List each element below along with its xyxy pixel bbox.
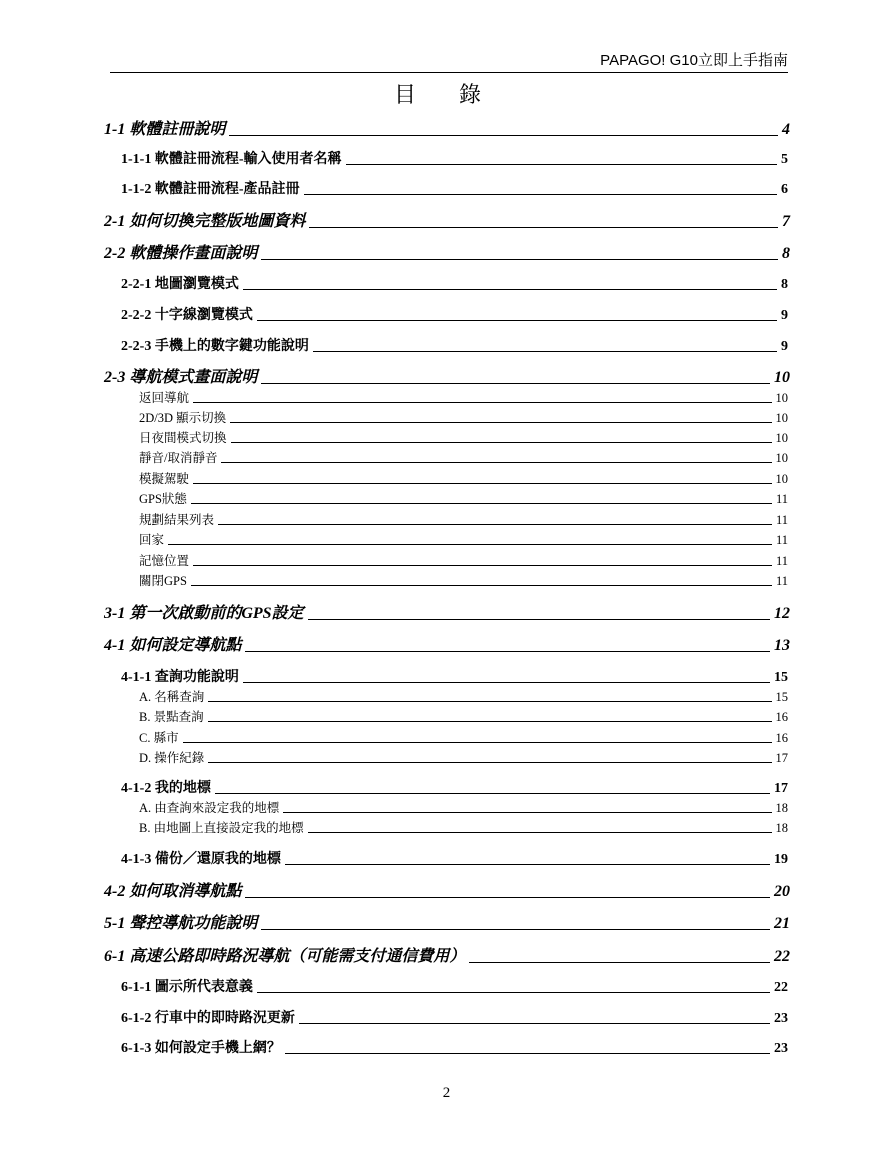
leader-line: [243, 681, 770, 683]
leader-line: [257, 991, 770, 993]
toc-entry-label: C. 縣市: [139, 731, 179, 745]
toc-entry[interactable]: [121, 976, 788, 996]
toc-entry[interactable]: [121, 848, 788, 868]
leader-line: [193, 482, 771, 484]
toc-entry[interactable]: [121, 666, 788, 686]
leader-line: [308, 618, 770, 620]
toc-entry-label: 4-1 如何設定導航點: [104, 637, 242, 654]
toc-entry-label: 2-1 如何切換完整版地圖資料: [104, 213, 306, 230]
toc-entry[interactable]: [121, 178, 788, 198]
toc-entry-label: 2D/3D 顯示切換: [139, 411, 227, 425]
toc-entry-label: 4-2 如何取消導航點: [104, 883, 242, 900]
toc-entry[interactable]: [121, 777, 788, 797]
toc-entry[interactable]: [104, 116, 790, 139]
leader-line: [208, 761, 771, 763]
leader-line: [231, 441, 772, 443]
toc-entry-page: 9: [781, 308, 788, 323]
leader-line: [208, 700, 771, 702]
leader-line: [215, 792, 770, 794]
toc-entry-label: 6-1-1 圖示所代表意義: [121, 980, 253, 995]
toc-entry[interactable]: [104, 208, 790, 231]
toc-entry[interactable]: [139, 388, 788, 406]
leader-line: [285, 1052, 770, 1054]
toc-entry-page: 15: [775, 690, 788, 704]
toc-entry[interactable]: [139, 530, 788, 548]
toc-entry-page: 11: [775, 554, 788, 568]
leader-line: [245, 896, 770, 898]
toc-entry-page: 19: [774, 852, 788, 867]
toc-entry-page: 10: [775, 411, 788, 425]
toc-entry-label: 4-1-2 我的地標: [121, 781, 211, 796]
toc-entry[interactable]: [139, 489, 788, 507]
toc-title: 目 錄: [394, 83, 499, 108]
leader-line: [218, 523, 772, 525]
leader-line: [257, 319, 777, 321]
leader-line: [309, 226, 778, 228]
toc-entry-label: A. 名稱查詢: [139, 690, 205, 704]
toc-entry-label: 模擬駕駛: [139, 472, 190, 486]
toc-entry-page: 17: [774, 781, 788, 796]
toc-entry[interactable]: [139, 408, 788, 426]
toc-entry[interactable]: [139, 728, 788, 746]
leader-line: [193, 401, 771, 403]
toc-entry[interactable]: [104, 632, 790, 655]
leader-line: [230, 421, 771, 423]
leader-line: [261, 258, 778, 260]
toc-entry-page: 11: [775, 492, 788, 506]
toc-entry-label: B. 景點查詢: [139, 710, 204, 724]
toc-entry-label: 關閉GPS: [139, 574, 187, 588]
leader-line: [221, 461, 771, 463]
toc-entry-page: 10: [775, 391, 788, 405]
toc-entry[interactable]: [139, 428, 788, 446]
toc-entry-page: 11: [775, 533, 788, 547]
toc-entry-page: 16: [775, 710, 788, 724]
toc-entry[interactable]: [139, 448, 788, 466]
leader-line: [168, 543, 772, 545]
toc-entry-page: 12: [774, 605, 790, 622]
leader-line: [191, 584, 772, 586]
toc-entry-label: 5-1 聲控導航功能說明: [104, 915, 258, 932]
toc-entry[interactable]: [139, 510, 788, 528]
toc-entry-page: 8: [782, 245, 790, 262]
toc-entry-label: GPS狀態: [139, 492, 187, 506]
toc-entry[interactable]: [104, 878, 790, 901]
toc-entry-page: 18: [775, 801, 788, 815]
toc-entry-label: 回家: [139, 533, 165, 547]
toc-entry-page: 16: [775, 731, 788, 745]
toc-entry-page: 5: [781, 152, 788, 167]
toc-entry-page: 7: [782, 213, 790, 230]
toc-entry[interactable]: [104, 943, 790, 966]
toc-entry[interactable]: [121, 335, 788, 355]
toc-entry-label: 日夜間模式切換: [139, 431, 227, 445]
toc-entry-page: 11: [775, 513, 788, 527]
leader-line: [261, 382, 770, 384]
toc-entry-label: 規劃結果列表: [139, 513, 215, 527]
toc-entry-label: 1-1-2 軟體註冊流程-產品註冊: [121, 182, 300, 197]
toc-entry-label: 4-1-1 查詢功能說明: [121, 670, 239, 685]
leader-line: [243, 288, 777, 290]
leader-line: [469, 961, 770, 963]
toc-entry-page: 10: [774, 369, 790, 386]
toc-entry-label: 2-2-2 十字線瀏覽模式: [121, 308, 253, 323]
toc-entry-page: 18: [775, 821, 788, 835]
toc-entry-label: 3-1 第一次啟動前的GPS設定: [104, 605, 304, 622]
toc-entry-label: 6-1-2 行車中的即時路況更新: [121, 1011, 295, 1026]
toc-entry-page: 6: [781, 182, 788, 197]
leader-line: [304, 193, 778, 195]
toc-entry-label: 2-2-1 地圖瀏覽模式: [121, 277, 239, 292]
toc-entry-label: 返回導航: [139, 391, 190, 405]
toc-entry-label: 2-2-3 手機上的數字鍵功能說明: [121, 339, 309, 354]
toc-entry[interactable]: [139, 798, 788, 816]
toc-entry-label: 2-3 導航模式畫面說明: [104, 369, 258, 386]
leader-line: [299, 1022, 770, 1024]
leader-line: [285, 863, 770, 865]
toc-entry-page: 23: [774, 1011, 788, 1026]
toc-entry[interactable]: [139, 748, 788, 766]
toc-entry[interactable]: [121, 304, 788, 324]
toc-entry-page: 11: [775, 574, 788, 588]
leader-line: [208, 720, 772, 722]
leader-line: [308, 831, 772, 833]
toc-entry[interactable]: [139, 551, 788, 569]
toc-entry-label: 靜音/取消靜音: [139, 451, 218, 465]
leader-line: [245, 650, 770, 652]
toc-entry-label: B. 由地圖上直接設定我的地標: [139, 821, 304, 835]
toc-entry-label: A. 由查詢來設定我的地標: [139, 801, 280, 815]
toc-entry-label: 1-1 軟體註冊說明: [104, 121, 226, 138]
toc-entry[interactable]: [139, 707, 788, 725]
toc-entry-page: 10: [775, 431, 788, 445]
toc-entry[interactable]: [139, 469, 788, 487]
toc-entry-page: 17: [775, 751, 788, 765]
toc-entry-page: 8: [781, 277, 788, 292]
toc-entry-label: 記憶位置: [139, 554, 190, 568]
toc-entry-label: 1-1-1 軟體註冊流程-輸入使用者名稱: [121, 152, 342, 167]
toc-entry-page: 10: [775, 472, 788, 486]
toc-entry-page: 21: [774, 915, 790, 932]
toc-entry-page: 4: [782, 121, 790, 138]
toc-entry[interactable]: [121, 1007, 788, 1027]
toc-entry-page: 15: [774, 670, 788, 685]
toc-entry[interactable]: [139, 687, 788, 705]
leader-line: [191, 502, 772, 504]
leader-line: [193, 564, 772, 566]
toc-entry[interactable]: [104, 600, 790, 623]
toc-entry[interactable]: [139, 818, 788, 836]
toc-entry[interactable]: [139, 571, 788, 589]
leader-line: [313, 350, 777, 352]
leader-line: [183, 741, 772, 743]
toc-entry-label: D. 操作紀錄: [139, 751, 205, 765]
toc-entry[interactable]: [121, 1037, 788, 1057]
toc-entry-page: 13: [774, 637, 790, 654]
toc-entry-label: 2-2 軟體操作畫面說明: [104, 245, 258, 262]
leader-line: [261, 928, 770, 930]
toc-entry-page: 20: [774, 883, 790, 900]
toc-entry-page: 23: [774, 1041, 788, 1056]
leader-line: [229, 134, 778, 136]
toc-entry[interactable]: [104, 910, 790, 933]
toc-entry-label: 4-1-3 備份／還原我的地標: [121, 852, 281, 867]
leader-line: [346, 163, 778, 165]
toc-entry[interactable]: [121, 273, 788, 293]
toc-entry[interactable]: [104, 364, 790, 387]
page-number: 2: [442, 1085, 451, 1101]
toc-entry[interactable]: [121, 148, 788, 168]
leader-line: [283, 811, 771, 813]
toc-entry[interactable]: [104, 240, 790, 263]
toc-entry-page: 9: [781, 339, 788, 354]
toc-entry-page: 22: [774, 948, 790, 965]
toc-entry-page: 22: [774, 980, 788, 995]
header-text: PAPAGO! G10立即上手指南: [600, 52, 788, 69]
toc-entry-label: 6-1-3 如何設定手機上網？: [121, 1041, 281, 1056]
toc-entry-page: 10: [775, 451, 788, 465]
toc-entry-label: 6-1 高速公路即時路況導航（可能需支付通信費用）: [104, 948, 466, 965]
